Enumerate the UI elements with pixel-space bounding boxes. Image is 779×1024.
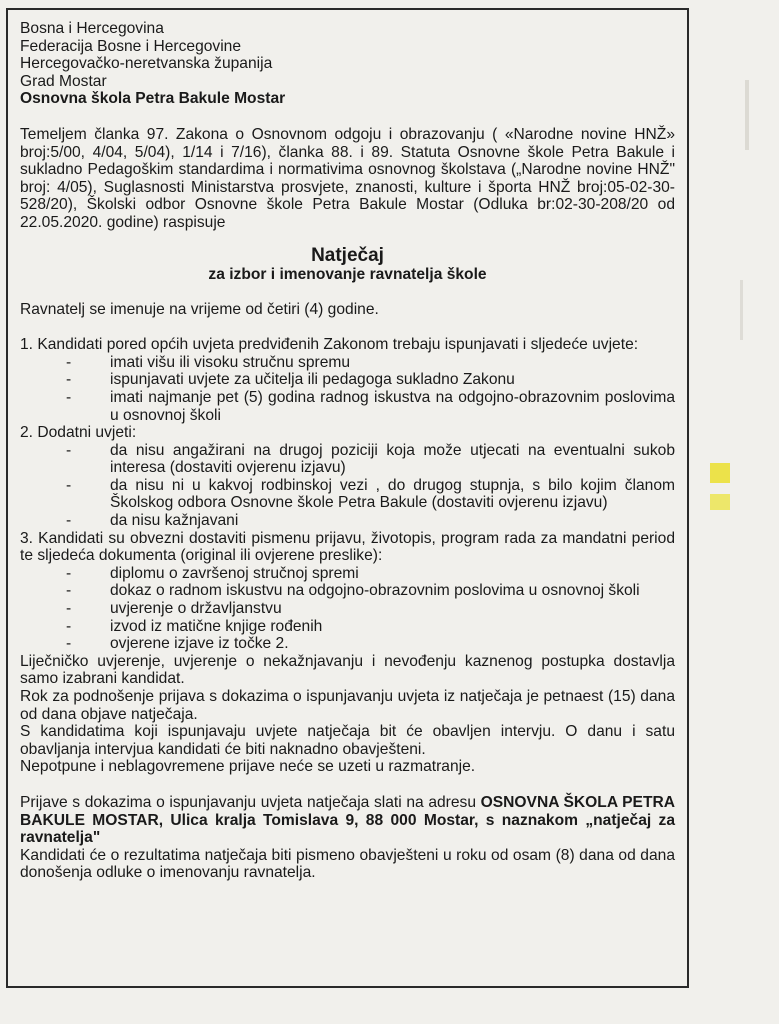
job-advertisement: [6, 8, 689, 988]
dash-bullet: -: [66, 617, 72, 635]
header-line: Grad Mostar: [20, 72, 107, 90]
list-item: - da nisu ni u kakvoj rodbinskoj vezi , do drugog stupnja, s bilo kojim članom Školskog odbora Osnovne škole Petra Bakule (dostaviti ovjerenu izjavu): [20, 477, 675, 512]
submission-address: OSNOVNA ŠKOLA PETRA BAKULE MOSTAR, Ulica kralja Tomislava 9, 88 000 Mostar, s naznakom „natječaj za ravnatelja": [20, 793, 675, 847]
section-heading: 2. Dodatni uvjeti:: [20, 424, 137, 442]
dash-bullet: -: [66, 371, 72, 389]
header-line: Bosna i Hercegovina: [20, 20, 164, 37]
submission-paragraph: [20, 794, 675, 847]
list-item: - imati višu ili visoku stručnu spremu: [20, 354, 675, 372]
closing-paragraph: Kandidati će o rezultatima natječaja biti pismeno obavješteni u roku od osam (8) dana od dana donošenja odluke o imenovanju ravnatelja.: [20, 846, 675, 882]
note-paragraph: Liječničko uvjerenje, uvjerenje o nekažnjavanju i nevođenju kaznenog postupka dostavlja samo izabrani kandidat.: [20, 652, 675, 688]
show-through-text: [740, 280, 743, 340]
header-line: Federacija Bosne i Hercegovine: [20, 37, 242, 55]
note-paragraph: Nepotpune i neblagovremene prijave neće se uzeti u razmatranje.: [20, 758, 476, 776]
dash-bullet: -: [66, 582, 72, 600]
term-statement: Ravnatelj se imenuje na vrijeme od četiri (4) godine.: [20, 300, 379, 318]
announcement-title-block: [20, 246, 675, 283]
list-item: - da nisu kažnjavani: [20, 512, 675, 530]
dash-bullet: -: [66, 635, 72, 653]
list-item: - ispunjavati uvjete za učitelja ili pedagoga sukladno Zakonu: [20, 371, 675, 389]
list-item: - dokaz o radnom iskustvu na odgojno-obrazovnim poslovima u osnovnoj školi: [20, 582, 675, 600]
dash-bullet: -: [66, 388, 72, 406]
header-line: Hercegovačko-neretvanska županija: [20, 55, 273, 73]
dash-bullet: -: [66, 476, 72, 494]
conditions-list: [20, 336, 675, 776]
list-item: - diplomu o završenoj stručnoj spremi: [20, 565, 675, 583]
note-paragraph: S kandidatima koji ispunjavaju uvjete natječaja bit će obavljen intervju. O danu i satu obavljanja intervjua kandidati će biti naknadno obavješteni.: [20, 723, 675, 758]
submission-prefix: Prijave s dokazima o ispunjavanju uvjeta natječaja slati na adresu: [20, 793, 481, 811]
announcement-title: Natječaj: [311, 244, 384, 266]
announcement-subtitle: za izbor i imenovanje ravnatelja škole: [208, 265, 487, 283]
list-item: - imati najmanje pet (5) godina radnog iskustva na odgojno-obrazovnim poslovima u osnovnoj školi: [20, 389, 675, 424]
section-heading: 3. Kandidati su obvezni dostaviti pismenu prijavu, životopis, program rada za mandatni period te sljedeća dokumenta (original ili ovjerene preslike):: [20, 529, 675, 565]
list-item: - da nisu angažirani na drugoj poziciji koja može utjecati na eventualni sukob interesa (dostaviti ovjerenu izjavu): [20, 442, 675, 477]
list-item: - uvjerenje o državljanstvu: [20, 600, 675, 618]
list-item: - ovjerene izjave iz točke 2.: [20, 635, 675, 653]
dash-bullet: -: [66, 512, 72, 530]
dash-bullet: -: [66, 441, 72, 459]
school-name: Osnovna škola Petra Bakule Mostar: [20, 90, 286, 108]
legal-basis-paragraph: Temeljem članka 97. Zakona o Osnovnom odgoju i obrazovanju ( «Narodne novine HNŽ» broj:5/00, 4/04, 5/04), 1/14 i 7/16), članka 88. i 89. Statuta Osnovne škole Petra Bakule i sukladno Pedagoškim standardima i normativima osnovnog školstava („Narodne novine HNŽ" broj: 4/05), Suglasnosti Ministarstva prosvjete, znanosti, kulture i športa HNŽ broj:05-02-30-528/20), Školski odbor Osnovne škole Petra Bakule Mostar (Odluka br:02-30-208/20 od 22.05.2020. godine) raspisuje: [20, 125, 675, 231]
dash-bullet: -: [66, 564, 72, 582]
show-through-text: [745, 80, 749, 150]
list-item: - izvod iz matične knjige rođenih: [20, 618, 675, 636]
issuer-header: [20, 20, 675, 108]
section-heading: 1. Kandidati pored općih uvjeta predviđenih Zakonom trebaju ispunjavati i sljedeće uvjete:: [20, 336, 639, 354]
sticky-note-marker: [710, 463, 730, 483]
dash-bullet: -: [66, 353, 72, 371]
note-paragraph: Rok za podnošenje prijava s dokazima o ispunjavanju uvjeta iz natječaja je petnaest (15) dana od dana objave natječaja.: [20, 688, 675, 723]
sticky-note-marker: [710, 494, 730, 510]
dash-bullet: -: [66, 600, 72, 618]
